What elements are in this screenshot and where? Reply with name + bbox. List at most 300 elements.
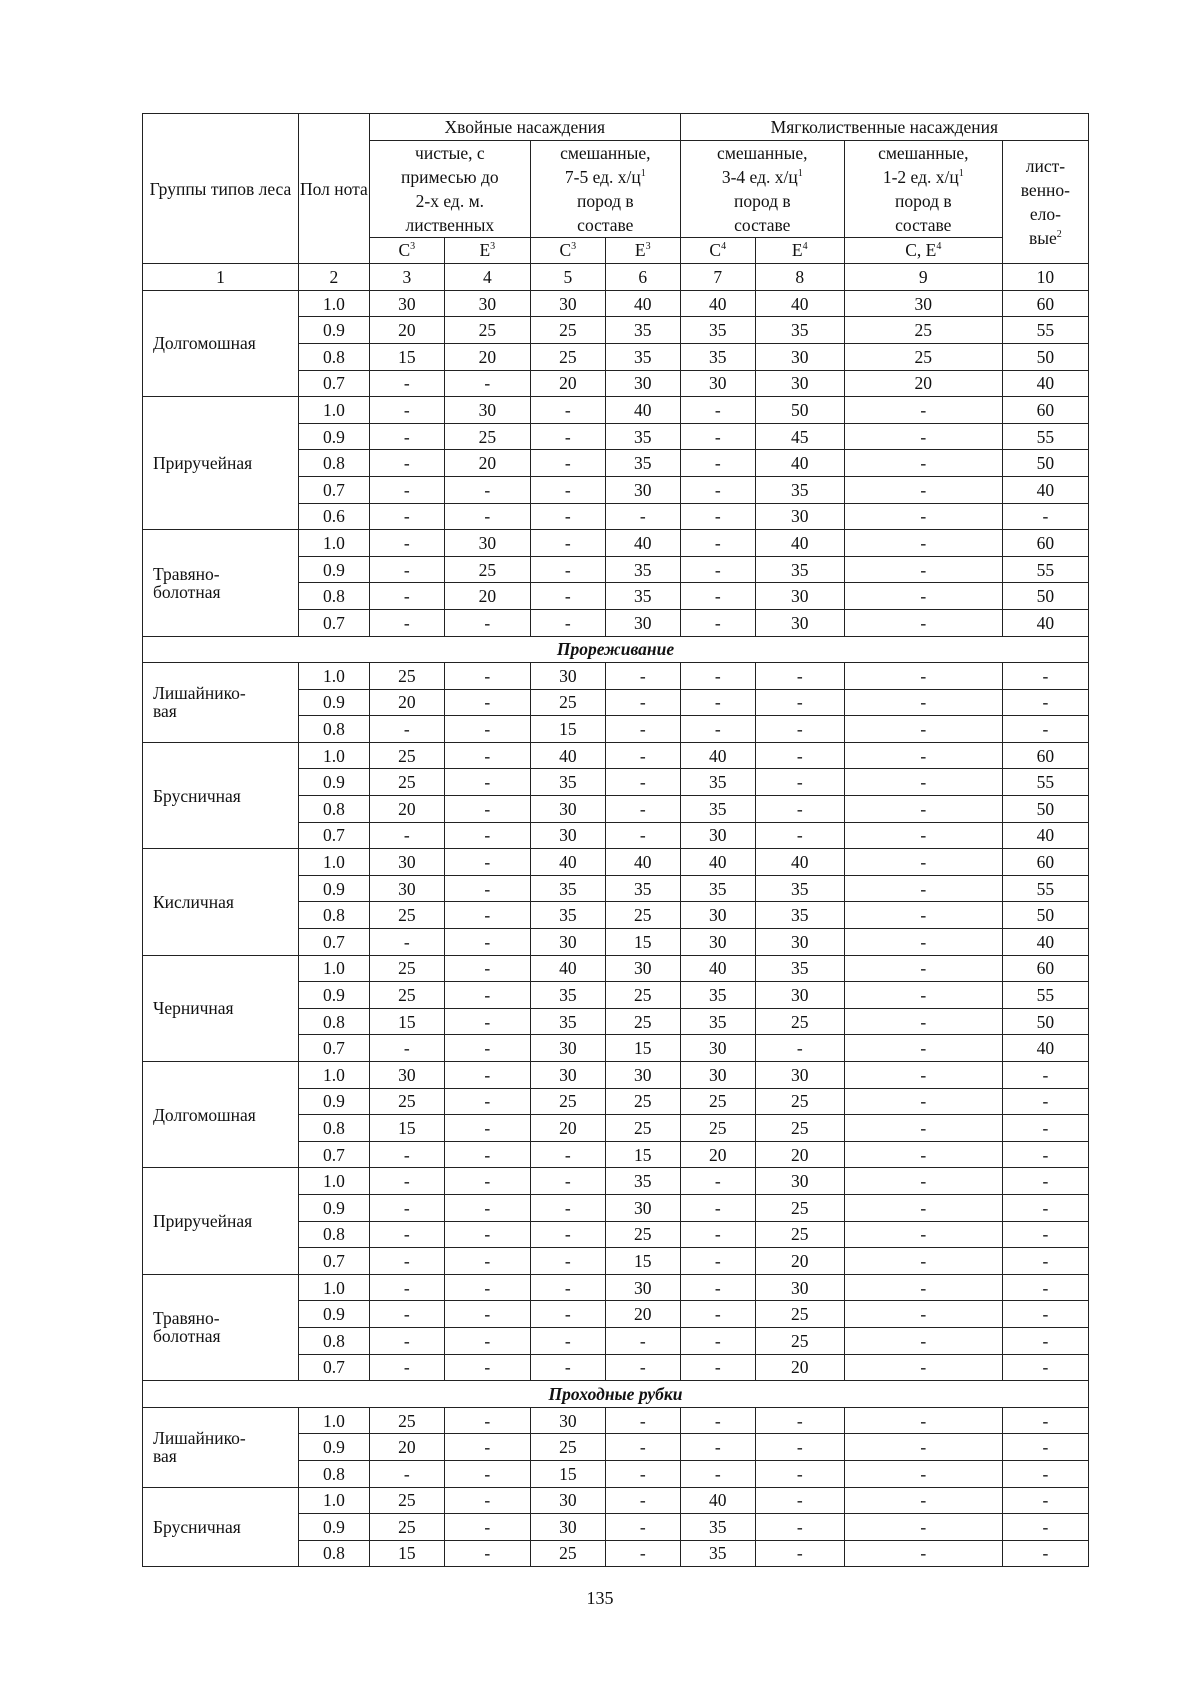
value-cell: -: [369, 583, 444, 610]
pure-stands-header: чистые, с примесью до 2-х ед. м. лиственных: [369, 140, 530, 237]
value-cell: -: [369, 1221, 444, 1248]
value-cell: -: [444, 689, 530, 716]
value-cell: -: [369, 1168, 444, 1195]
polnota-cell: 1.0: [298, 1168, 369, 1195]
table-row: [143, 530, 1089, 557]
value-cell: 25: [369, 1487, 444, 1514]
polnota-cell: 0.9: [298, 1194, 369, 1221]
value-cell: -: [444, 875, 530, 902]
forest-group-name: Черничная: [143, 955, 299, 1061]
value-cell: 20: [680, 1141, 755, 1168]
value-cell: -: [844, 849, 1002, 876]
value-cell: -: [1002, 689, 1088, 716]
value-cell: -: [444, 982, 530, 1009]
group-header: Группы типов леса: [143, 114, 299, 264]
polnota-cell: 0.8: [298, 1008, 369, 1035]
value-cell: -: [605, 742, 680, 769]
value-cell: 60: [1002, 742, 1088, 769]
value-cell: 35: [605, 423, 680, 450]
value-cell: 40: [755, 290, 844, 317]
value-cell: 35: [680, 982, 755, 1009]
value-cell: 50: [1002, 1008, 1088, 1035]
polnota-cell: 1.0: [298, 530, 369, 557]
value-cell: -: [844, 769, 1002, 796]
value-cell: -: [844, 1407, 1002, 1434]
value-cell: 30: [680, 902, 755, 929]
value-cell: -: [605, 796, 680, 823]
value-cell: -: [444, 370, 530, 397]
column-number: 6: [605, 264, 680, 291]
value-cell: -: [844, 1354, 1002, 1381]
value-cell: -: [680, 663, 755, 690]
value-cell: -: [444, 1168, 530, 1195]
value-cell: 40: [530, 849, 605, 876]
value-cell: 25: [755, 1194, 844, 1221]
polnota-cell: 0.8: [298, 1460, 369, 1487]
value-cell: 35: [680, 796, 755, 823]
value-cell: -: [369, 1248, 444, 1275]
value-cell: -: [680, 1194, 755, 1221]
value-cell: 30: [680, 1035, 755, 1062]
value-cell: 40: [530, 955, 605, 982]
polnota-cell: 0.9: [298, 1434, 369, 1461]
value-cell: -: [1002, 1221, 1088, 1248]
value-cell: -: [369, 1035, 444, 1062]
polnota-cell: 0.9: [298, 1088, 369, 1115]
forest-group-name: Травяно- болотная: [143, 530, 299, 636]
value-cell: 50: [1002, 343, 1088, 370]
value-cell: 45: [755, 423, 844, 450]
value-cell: 30: [530, 1514, 605, 1541]
value-cell: 15: [530, 1460, 605, 1487]
value-cell: -: [755, 1514, 844, 1541]
value-cell: 25: [369, 742, 444, 769]
polnota-cell: 0.7: [298, 822, 369, 849]
value-cell: 25: [444, 423, 530, 450]
value-cell: -: [755, 1460, 844, 1487]
value-cell: 25: [369, 1088, 444, 1115]
value-cell: -: [844, 982, 1002, 1009]
value-cell: -: [444, 1115, 530, 1142]
value-cell: -: [844, 902, 1002, 929]
value-cell: 15: [369, 1115, 444, 1142]
value-cell: -: [605, 503, 680, 530]
value-cell: 30: [680, 1062, 755, 1089]
value-cell: -: [530, 397, 605, 424]
value-cell: 15: [530, 716, 605, 743]
value-cell: -: [1002, 1274, 1088, 1301]
value-cell: -: [605, 1514, 680, 1541]
value-cell: 20: [755, 1248, 844, 1275]
value-cell: -: [844, 1115, 1002, 1142]
value-cell: -: [680, 583, 755, 610]
value-cell: -: [844, 530, 1002, 557]
polnota-cell: 0.9: [298, 423, 369, 450]
forest-group-name: Лишайнико- вая: [143, 663, 299, 743]
polnota-cell: 0.8: [298, 902, 369, 929]
value-cell: 35: [680, 1008, 755, 1035]
table-row: [143, 955, 1089, 982]
value-cell: 35: [530, 982, 605, 1009]
polnota-cell: 0.8: [298, 343, 369, 370]
value-cell: -: [444, 1487, 530, 1514]
value-cell: 30: [755, 609, 844, 636]
table-row: [143, 1274, 1089, 1301]
value-cell: 25: [680, 1088, 755, 1115]
value-cell: -: [444, 1221, 530, 1248]
polnota-cell: 0.8: [298, 1327, 369, 1354]
mixed-3-4-header: смешанные, 3-4 ед. $х/ц^1$ пород в составе: [680, 140, 844, 237]
value-cell: 35: [605, 317, 680, 344]
value-cell: 50: [755, 397, 844, 424]
value-cell: -: [530, 530, 605, 557]
value-cell: -: [1002, 1354, 1088, 1381]
value-cell: 25: [755, 1301, 844, 1328]
value-cell: 30: [605, 1062, 680, 1089]
value-cell: -: [844, 1540, 1002, 1567]
value-cell: -: [530, 609, 605, 636]
value-cell: -: [444, 1062, 530, 1089]
value-cell: -: [680, 397, 755, 424]
species-cell: $С^4$: [680, 237, 755, 264]
forest-group-name: Брусничная: [143, 1487, 299, 1567]
value-cell: -: [680, 1327, 755, 1354]
value-cell: -: [444, 822, 530, 849]
value-cell: -: [680, 503, 755, 530]
header-row-1: [143, 114, 1089, 141]
value-cell: 25: [680, 1115, 755, 1142]
value-cell: 20: [530, 370, 605, 397]
value-cell: -: [755, 1540, 844, 1567]
value-cell: 40: [680, 742, 755, 769]
value-cell: -: [680, 689, 755, 716]
value-cell: 35: [530, 902, 605, 929]
value-cell: -: [1002, 1194, 1088, 1221]
value-cell: -: [530, 1248, 605, 1275]
value-cell: 30: [369, 875, 444, 902]
value-cell: 40: [605, 290, 680, 317]
value-cell: -: [844, 689, 1002, 716]
value-cell: 40: [605, 530, 680, 557]
value-cell: -: [844, 822, 1002, 849]
value-cell: -: [844, 1168, 1002, 1195]
value-cell: 25: [530, 343, 605, 370]
deciduous-spruce-header: лист- венно- ело- вые$^2$: [1002, 140, 1088, 264]
value-cell: -: [844, 1194, 1002, 1221]
value-cell: -: [844, 503, 1002, 530]
value-cell: -: [369, 1460, 444, 1487]
value-cell: 50: [1002, 902, 1088, 929]
value-cell: -: [844, 796, 1002, 823]
value-cell: -: [369, 503, 444, 530]
value-cell: -: [844, 663, 1002, 690]
value-cell: -: [530, 1168, 605, 1195]
value-cell: -: [680, 423, 755, 450]
conifer-header: Хвойные насаждения: [369, 114, 680, 141]
section-row: [143, 636, 1089, 663]
value-cell: 40: [1002, 609, 1088, 636]
polnota-cell: 0.7: [298, 1035, 369, 1062]
value-cell: -: [755, 769, 844, 796]
value-cell: 30: [755, 343, 844, 370]
value-cell: 40: [680, 1487, 755, 1514]
value-cell: -: [444, 1354, 530, 1381]
value-cell: -: [444, 1008, 530, 1035]
value-cell: 25: [844, 317, 1002, 344]
table-row: [143, 290, 1089, 317]
value-cell: 30: [369, 290, 444, 317]
value-cell: 35: [530, 1008, 605, 1035]
value-cell: 30: [605, 609, 680, 636]
softleaf-header: Мягколиственные насаждения: [680, 114, 1088, 141]
value-cell: 30: [605, 476, 680, 503]
value-cell: -: [444, 1434, 530, 1461]
value-cell: 30: [530, 663, 605, 690]
mixed-1-2-header: смешанные, 1-2 ед. $х/ц^1$ пород в составе: [844, 140, 1002, 237]
value-cell: 30: [755, 370, 844, 397]
value-cell: 30: [369, 1062, 444, 1089]
table-row: [143, 1062, 1089, 1089]
value-cell: -: [369, 1141, 444, 1168]
polnota-header: Пол нота: [298, 114, 369, 264]
value-cell: -: [844, 1434, 1002, 1461]
value-cell: 50: [1002, 583, 1088, 610]
value-cell: 35: [530, 769, 605, 796]
polnota-cell: 1.0: [298, 1487, 369, 1514]
value-cell: 40: [680, 290, 755, 317]
value-cell: 30: [530, 1487, 605, 1514]
value-cell: -: [844, 955, 1002, 982]
polnota-cell: 0.9: [298, 317, 369, 344]
value-cell: 15: [369, 1008, 444, 1035]
value-cell: 35: [680, 317, 755, 344]
value-cell: 35: [755, 476, 844, 503]
value-cell: -: [1002, 1514, 1088, 1541]
polnota-cell: 0.7: [298, 1248, 369, 1275]
polnota-cell: 0.8: [298, 450, 369, 477]
value-cell: -: [844, 1460, 1002, 1487]
forest-group-name: Кисличная: [143, 849, 299, 955]
polnota-cell: 0.8: [298, 716, 369, 743]
value-cell: 20: [755, 1141, 844, 1168]
value-cell: -: [605, 663, 680, 690]
value-cell: -: [680, 476, 755, 503]
polnota-cell: 1.0: [298, 663, 369, 690]
value-cell: -: [1002, 1407, 1088, 1434]
value-cell: -: [369, 609, 444, 636]
value-cell: 40: [680, 849, 755, 876]
value-cell: 25: [605, 1008, 680, 1035]
column-number: 10: [1002, 264, 1088, 291]
value-cell: 40: [1002, 476, 1088, 503]
value-cell: -: [444, 609, 530, 636]
value-cell: 25: [844, 343, 1002, 370]
value-cell: 25: [369, 769, 444, 796]
value-cell: -: [755, 663, 844, 690]
value-cell: 25: [530, 1540, 605, 1567]
table-row: [143, 1407, 1089, 1434]
value-cell: 30: [530, 796, 605, 823]
value-cell: 30: [755, 982, 844, 1009]
value-cell: 35: [755, 902, 844, 929]
value-cell: -: [369, 716, 444, 743]
forest-group-name: Лишайнико- вая: [143, 1407, 299, 1487]
value-cell: 20: [844, 370, 1002, 397]
forest-group-name: Приручейная: [143, 1168, 299, 1274]
value-cell: -: [369, 1274, 444, 1301]
polnota-cell: 0.7: [298, 609, 369, 636]
value-cell: -: [530, 1327, 605, 1354]
value-cell: 55: [1002, 317, 1088, 344]
value-cell: -: [755, 1487, 844, 1514]
value-cell: 40: [1002, 822, 1088, 849]
polnota-cell: 1.0: [298, 849, 369, 876]
value-cell: -: [844, 1514, 1002, 1541]
value-cell: 35: [605, 583, 680, 610]
section-title: Прореживание: [143, 636, 1089, 663]
value-cell: -: [844, 875, 1002, 902]
value-cell: -: [680, 1221, 755, 1248]
value-cell: -: [844, 1487, 1002, 1514]
value-cell: -: [680, 1301, 755, 1328]
polnota-cell: 1.0: [298, 1407, 369, 1434]
value-cell: -: [844, 1141, 1002, 1168]
value-cell: -: [1002, 1460, 1088, 1487]
table-row: [143, 849, 1089, 876]
table-row: [143, 1487, 1089, 1514]
value-cell: 30: [755, 503, 844, 530]
value-cell: -: [369, 1354, 444, 1381]
value-cell: -: [530, 1194, 605, 1221]
value-cell: -: [444, 955, 530, 982]
value-cell: -: [844, 583, 1002, 610]
value-cell: 15: [369, 1540, 444, 1567]
value-cell: -: [1002, 1487, 1088, 1514]
value-cell: 25: [530, 1088, 605, 1115]
value-cell: -: [844, 556, 1002, 583]
value-cell: 35: [530, 875, 605, 902]
value-cell: -: [1002, 1141, 1088, 1168]
value-cell: -: [755, 1035, 844, 1062]
value-cell: -: [755, 1407, 844, 1434]
value-cell: 25: [605, 1221, 680, 1248]
value-cell: -: [605, 769, 680, 796]
value-cell: 25: [369, 982, 444, 1009]
value-cell: -: [530, 423, 605, 450]
polnota-cell: 0.9: [298, 875, 369, 902]
species-cell: $С^3$: [530, 237, 605, 264]
value-cell: -: [1002, 1540, 1088, 1567]
value-cell: 50: [1002, 796, 1088, 823]
value-cell: -: [530, 1301, 605, 1328]
species-cell: $Е^4$: [755, 237, 844, 264]
value-cell: 35: [755, 875, 844, 902]
value-cell: 30: [755, 583, 844, 610]
forest-group-name: Долгомошная: [143, 1062, 299, 1168]
value-cell: 20: [369, 689, 444, 716]
value-cell: -: [444, 1301, 530, 1328]
value-cell: -: [844, 1327, 1002, 1354]
value-cell: 25: [369, 663, 444, 690]
value-cell: 35: [680, 1540, 755, 1567]
value-cell: -: [844, 423, 1002, 450]
value-cell: -: [1002, 1168, 1088, 1195]
value-cell: 25: [755, 1008, 844, 1035]
forest-group-name: Брусничная: [143, 742, 299, 848]
polnota-cell: 1.0: [298, 742, 369, 769]
value-cell: -: [680, 1407, 755, 1434]
value-cell: 40: [605, 397, 680, 424]
value-cell: 30: [530, 822, 605, 849]
polnota-cell: 0.8: [298, 796, 369, 823]
value-cell: -: [369, 1301, 444, 1328]
value-cell: -: [755, 822, 844, 849]
value-cell: -: [1002, 1062, 1088, 1089]
value-cell: -: [1002, 503, 1088, 530]
value-cell: 20: [444, 343, 530, 370]
value-cell: -: [369, 1194, 444, 1221]
value-cell: -: [755, 742, 844, 769]
value-cell: -: [680, 556, 755, 583]
polnota-cell: 0.7: [298, 1141, 369, 1168]
value-cell: 35: [755, 317, 844, 344]
value-cell: 35: [605, 343, 680, 370]
polnota-cell: 1.0: [298, 1274, 369, 1301]
table-row: [143, 397, 1089, 424]
value-cell: -: [755, 796, 844, 823]
value-cell: 50: [1002, 450, 1088, 477]
value-cell: -: [680, 1168, 755, 1195]
value-cell: -: [680, 1354, 755, 1381]
value-cell: 40: [530, 742, 605, 769]
value-cell: 35: [605, 1168, 680, 1195]
value-cell: 20: [369, 1434, 444, 1461]
value-cell: -: [1002, 1434, 1088, 1461]
value-cell: 30: [844, 290, 1002, 317]
value-cell: 55: [1002, 423, 1088, 450]
value-cell: -: [530, 1354, 605, 1381]
value-cell: 25: [755, 1115, 844, 1142]
value-cell: -: [444, 1274, 530, 1301]
value-cell: 20: [444, 583, 530, 610]
species-cell: $С^3$: [369, 237, 444, 264]
column-number: 5: [530, 264, 605, 291]
value-cell: 15: [605, 929, 680, 956]
value-cell: -: [369, 423, 444, 450]
value-cell: 25: [605, 1088, 680, 1115]
value-cell: 35: [680, 1514, 755, 1541]
forest-group-name: Долгомошная: [143, 290, 299, 396]
value-cell: -: [605, 822, 680, 849]
value-cell: 25: [755, 1221, 844, 1248]
value-cell: 30: [755, 1062, 844, 1089]
value-cell: 30: [680, 822, 755, 849]
value-cell: 15: [605, 1035, 680, 1062]
value-cell: 30: [680, 370, 755, 397]
value-cell: 15: [605, 1248, 680, 1275]
value-cell: -: [1002, 1327, 1088, 1354]
value-cell: -: [444, 1540, 530, 1567]
value-cell: 40: [1002, 929, 1088, 956]
value-cell: 40: [755, 849, 844, 876]
value-cell: -: [530, 503, 605, 530]
value-cell: 20: [444, 450, 530, 477]
value-cell: -: [844, 716, 1002, 743]
value-cell: 40: [605, 849, 680, 876]
species-cell: $Е^3$: [444, 237, 530, 264]
value-cell: 40: [1002, 1035, 1088, 1062]
column-number: 7: [680, 264, 755, 291]
